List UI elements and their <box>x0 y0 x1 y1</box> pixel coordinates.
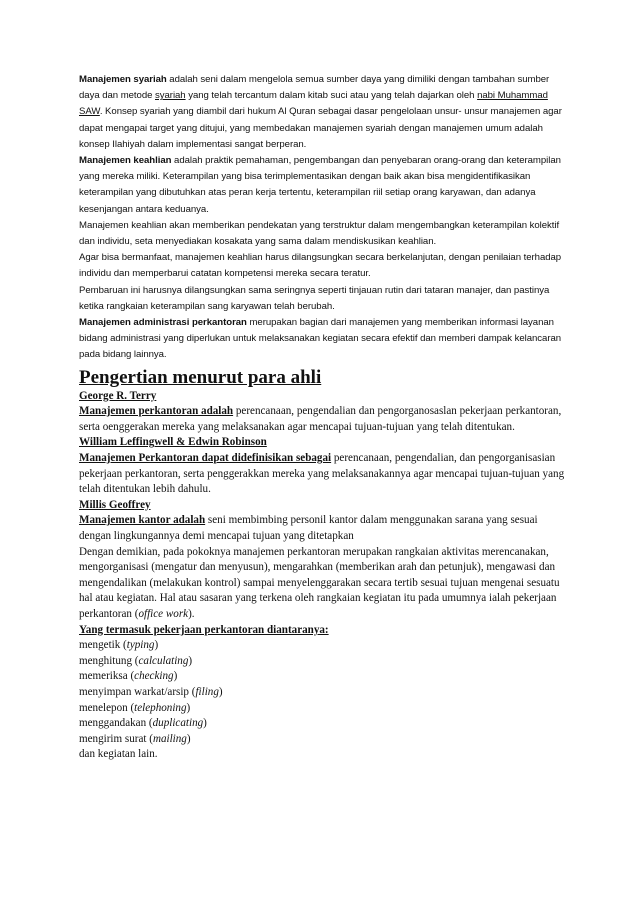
expert-definitions <box>79 389 565 763</box>
paragraph-syariah: Manajemen syariah adalah seni dalam mengelola semua sumber daya yang dimiliki dengan tambahan sumber daya dan metode syariah yang telah tercantum dalam kitab suci atau yang telah dajarkan oleh nabi Muhammad SAW. Konsep syariah yang diambil dari hukum Al Quran sebagai dasar pengelolaan unsur- unsur manajemen agar dapat mengapai target yang ditujui, yang membedakan manajemen syariah dengan manajemen umum adalah konsep Ilahiyah dalam implementasi sangat berperan. <box>79 74 562 150</box>
paragraph-keahlian-4: Pembaruan ini harusnya dilangsungkan sama seringnya seperti tinjauan rutin dari tataran manajer, dan pastinya ketika rangkaian keterampilan sang karyawan telah berubah. <box>79 284 550 312</box>
paragraph-keahlian: Manajemen keahlian adalah praktik pemahaman, pengembangan dan penyebaran orang-orang dan keterampilan yang mereka miliki. Keterampilan yang bisa terimplementasikan dengan baik akan bisa mengidentifikasikan keterampilan yang dibutuhkan atas peran kerja tertentu, keterampilan riil setiap orang karyawan, dan adanya kesenjangan antara keduanya. <box>79 155 561 215</box>
definition-geoffrey: Manajemen kantor adalah seni membimbing personil kantor dalam menggunakan sarana yang sesuai dengan lingkungannya demi mencapai tujuan yang ditetapkan <box>79 514 538 542</box>
section-heading: Pengertian menurut para ahli <box>79 366 322 388</box>
document-page <box>79 72 565 763</box>
list-item: menelepon (telephoning) <box>79 701 191 714</box>
expert-name-terry: George R. Terry <box>79 389 157 402</box>
list-item: dan kegiatan lain. <box>79 748 158 761</box>
list-item: menghitung (calculating) <box>79 654 193 667</box>
expert-name-geoffrey: Millis Geoffrey <box>79 498 151 511</box>
list-item: menyimpan warkat/arsip (filing) <box>79 685 223 698</box>
term-manajemen-administrasi: Manajemen administrasi perkantoran <box>79 317 247 329</box>
paragraph-keahlian-3: Agar bisa bermanfaat, manajemen keahlian harus dilangsungkan secara berkelanjutan, dengan penilaian terhadap individu dan memperbarui catatan kompetensi mereka secara teratur. <box>79 252 562 280</box>
definition-leffingwell: Manajemen Perkantoran dapat didefinisikan sebagai perencanaan, pengendalian, dan pengorganisasian pekerjaan perkantoran, serta penggerakkan mereka yang melaksanakannya agar mencapai tujuan-tujuan yang telah ditentukan lebih dahulu. <box>79 452 565 496</box>
term-manajemen-keahlian: Manajemen keahlian <box>79 155 172 167</box>
paragraph-keahlian-2: Manajemen keahlian akan memberikan pendekatan yang terstruktur dalam mengembangkan keterampilan kolektif dan individu, seta menyediakan kosakata yang sama dalam mendiskusikan keahlian. <box>79 219 560 248</box>
paragraph-administrasi: Manajemen administrasi perkantoran merupakan bagian dari manajemen yang memberikan informasi layanan bidang administrasi yang diperlukan untuk melaksanakan kegiatan secara efektif dan memberi dampak kelancaran pada bidang lainnya. <box>79 317 562 361</box>
link-syariah[interactable]: syariah <box>155 90 186 102</box>
list-item: memeriksa (checking) <box>79 670 178 683</box>
conclusion-paragraph: Dengan demikian, pada pokoknya manajemen perkantoran merupakan rangkaian aktivitas merencanakan, mengorganisasi (mengatur dan menyusun), mengarahkan (memberikan arah dan petunjuk), mengawasi dan mengendalikan (melakukan kontrol) sampai menyelenggarakan secara tertib sesuai tujuan mengenai sesuatu hal atau kegiatan. Hal atau sasaran yang terkena oleh rangkaian kegiatan itu pada umumnya ialah pekerjaan perkantoran (office work). <box>79 545 560 620</box>
list-item: mengirim surat (mailing) <box>79 732 191 745</box>
list-heading: Yang termasuk pekerjaan perkantoran diantaranya: <box>79 623 329 636</box>
term-manajemen-syariah: Manajemen syariah <box>79 74 167 85</box>
link-nabi-muhammad[interactable]: nabi Muhammad SAW <box>79 90 548 118</box>
definition-terry: Manajemen perkantoran adalah perencanaan, pengendalian dan pengorganosaslan pekerjaan perkantoran, serta oenggerakan mereka yang melaksanakan agar mencapai tujuan-tujuan yang telah ditentukan. <box>79 405 562 433</box>
list-item: mengetik (typing) <box>79 639 159 652</box>
intro-section <box>79 72 565 364</box>
office-work-list <box>79 638 565 763</box>
list-item: menggandakan (duplicating) <box>79 717 207 730</box>
expert-name-leffingwell: William Leffingwell & Edwin Robinson <box>79 436 267 449</box>
